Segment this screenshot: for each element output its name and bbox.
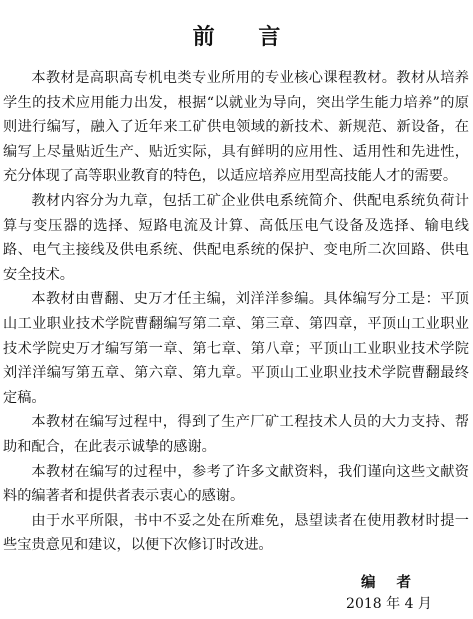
paragraph-1: 本教材是高职高专机电类专业所用的专业核心课程教材。教材从培养学生的技术应用能力出发，根据“以就业为导向，突出学生能力培养”的原则进行编写，融入了近年来工矿供电领域的新技术、新规范、新设备，在编写上尽量贴近生产、贴近实际，具有鲜明的应用性、适用性和先进性，充分体现了高等职业教育的特色，以适应培养应用型高技能人才的需要。 xyxy=(3,70,469,185)
signature-date: 2018 年 4 月 xyxy=(346,596,432,612)
paragraph-6: 由于水平所限，书中不妥之处在所难免，恳望读者在使用教材时提一些宝贵意见和建议，以便下次修订时改进。 xyxy=(3,512,469,554)
paragraph-3: 本教材由曹翻、史万才任主编，刘洋洋参编。具体编写分工是：平顶山工业职业技术学院曹翻编写第二章、第三章、第四章，平顶山工业职业技术学院史万才编写第一章、第七章、第八章；平顶山工业职业技术学院刘洋洋编写第五章、第六章、第九章。平顶山工业职业技术学院曹翻最终定稿。 xyxy=(3,291,469,406)
author-signature: 编 者 xyxy=(360,574,420,591)
page-title: 前 言 xyxy=(192,23,299,50)
paragraph-4: 本教材在编写过程中，得到了生产厂矿工程技术人员的大力支持、帮助和配合，在此表示诚挚的感谢。 xyxy=(3,414,469,455)
document-body xyxy=(3,66,469,558)
paragraph-2: 教材内容分为九章，包括工矿企业供电系统简介、供配电系统负荷计算与变压器的选择、短路电流及计算、高低压电气设备及选择、输电线路、电气主接线及供电系统、供配电系统的保护、变电所二次回路、供电安全技术。 xyxy=(3,192,469,283)
paragraph-5: 本教材在编写的过程中，参考了许多文献资料，我们谨向这些文献资料的编著者和提供者表示衷心的感谢。 xyxy=(3,463,469,505)
